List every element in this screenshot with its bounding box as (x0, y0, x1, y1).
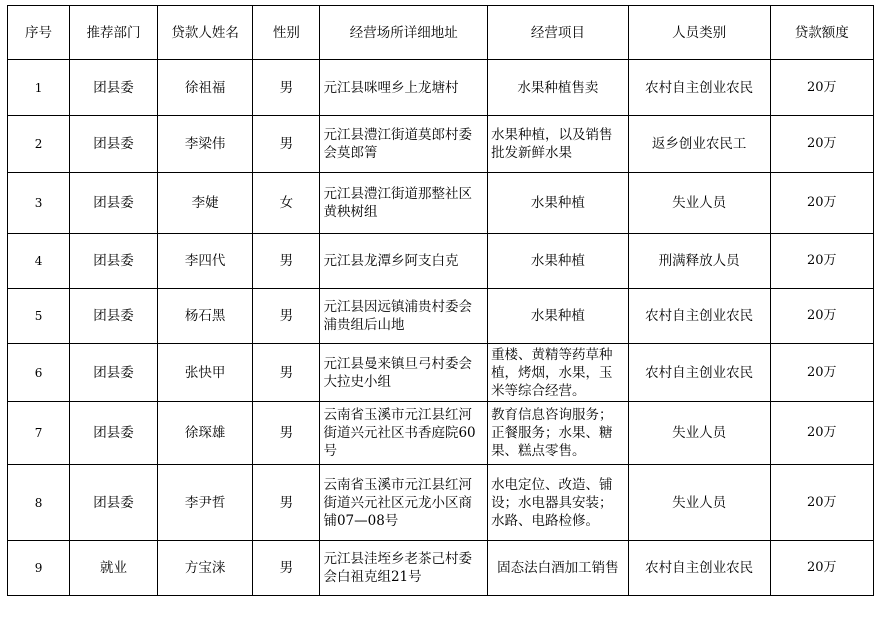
cell-dept: 团县委 (70, 234, 158, 289)
cell-project: 重楼、黄精等药草种植，烤烟，水果，玉米等综合经营。 (488, 344, 629, 402)
cell-name: 李尹哲 (158, 465, 253, 541)
cell-address: 元江县龙潭乡阿支白克 (320, 234, 488, 289)
cell-amount: 20万 (770, 116, 874, 173)
cell-address: 元江县曼来镇旦弓村委会大拉史小组 (320, 344, 488, 402)
cell-project: 固态法白酒加工销售 (488, 541, 629, 596)
cell-dept: 就业 (70, 541, 158, 596)
cell-gender: 男 (253, 234, 320, 289)
cell-amount: 20万 (770, 344, 874, 402)
cell-project: 水电定位、改造、铺设；水电器具安装；水路、电路检修。 (488, 465, 629, 541)
cell-amount: 20万 (770, 541, 874, 596)
cell-address: 元江县咪哩乡上龙塘村 (320, 60, 488, 116)
cell-name: 徐祖福 (158, 60, 253, 116)
cell-amount: 20万 (770, 465, 874, 541)
cell-category: 农村自主创业农民 (628, 60, 770, 116)
cell-name: 李梁伟 (158, 116, 253, 173)
cell-dept: 团县委 (70, 465, 158, 541)
cell-address: 云南省玉溪市元江县红河街道兴元社区书香庭院60号 (320, 402, 488, 465)
header-project: 经营项目 (488, 6, 629, 60)
cell-gender: 男 (253, 465, 320, 541)
table-row (8, 60, 874, 116)
cell-name: 方宝涞 (158, 541, 253, 596)
cell-seq: 5 (8, 289, 70, 344)
table-row (8, 465, 874, 541)
table-row (8, 173, 874, 234)
cell-gender: 男 (253, 402, 320, 465)
cell-seq: 4 (8, 234, 70, 289)
cell-name: 李四代 (158, 234, 253, 289)
cell-seq: 6 (8, 344, 70, 402)
cell-seq: 2 (8, 116, 70, 173)
cell-amount: 20万 (770, 289, 874, 344)
header-address: 经营场所详细地址 (320, 6, 488, 60)
table-row (8, 116, 874, 173)
cell-project: 教育信息咨询服务；正餐服务；水果、糖果、糕点零售。 (488, 402, 629, 465)
header-gender: 性别 (253, 6, 320, 60)
table-row (8, 289, 874, 344)
cell-seq: 7 (8, 402, 70, 465)
header-amount: 贷款额度 (770, 6, 874, 60)
header-row (8, 6, 874, 60)
table-row (8, 402, 874, 465)
cell-category: 返乡创业农民工 (628, 116, 770, 173)
table-row (8, 541, 874, 596)
cell-amount: 20万 (770, 60, 874, 116)
header-seq: 序号 (8, 6, 70, 60)
cell-category: 失业人员 (628, 173, 770, 234)
cell-name: 徐琛雄 (158, 402, 253, 465)
cell-gender: 男 (253, 60, 320, 116)
cell-address: 云南省玉溪市元江县红河街道兴元社区元龙小区商铺07—08号 (320, 465, 488, 541)
cell-gender: 男 (253, 541, 320, 596)
cell-project: 水果种植售卖 (488, 60, 629, 116)
cell-gender: 男 (253, 116, 320, 173)
cell-seq: 9 (8, 541, 70, 596)
cell-project: 水果种植 (488, 289, 629, 344)
header-name: 贷款人姓名 (158, 6, 253, 60)
cell-amount: 20万 (770, 402, 874, 465)
cell-address: 元江县因远镇浦贵村委会浦贵组后山地 (320, 289, 488, 344)
cell-dept: 团县委 (70, 289, 158, 344)
cell-name: 李婕 (158, 173, 253, 234)
cell-category: 刑满释放人员 (628, 234, 770, 289)
header-category: 人员类别 (628, 6, 770, 60)
table-row (8, 234, 874, 289)
cell-category: 失业人员 (628, 402, 770, 465)
cell-category: 失业人员 (628, 465, 770, 541)
cell-gender: 男 (253, 289, 320, 344)
cell-dept: 团县委 (70, 116, 158, 173)
cell-seq: 8 (8, 465, 70, 541)
cell-seq: 1 (8, 60, 70, 116)
cell-project: 水果种植，以及销售批发新鲜水果 (488, 116, 629, 173)
loan-applicant-table (7, 5, 874, 596)
cell-name: 杨石黑 (158, 289, 253, 344)
cell-category: 农村自主创业农民 (628, 344, 770, 402)
table-row (8, 344, 874, 402)
cell-address: 元江县澧江街道那整社区黄秧树组 (320, 173, 488, 234)
cell-project: 水果种植 (488, 234, 629, 289)
cell-dept: 团县委 (70, 173, 158, 234)
cell-project: 水果种植 (488, 173, 629, 234)
cell-gender: 男 (253, 344, 320, 402)
cell-address: 元江县洼垤乡老茶己村委会白祖克组21号 (320, 541, 488, 596)
cell-dept: 团县委 (70, 402, 158, 465)
cell-seq: 3 (8, 173, 70, 234)
header-dept: 推荐部门 (70, 6, 158, 60)
cell-gender: 女 (253, 173, 320, 234)
cell-address: 元江县澧江街道莫郎村委会莫郎箐 (320, 116, 488, 173)
cell-dept: 团县委 (70, 60, 158, 116)
cell-category: 农村自主创业农民 (628, 289, 770, 344)
cell-category: 农村自主创业农民 (628, 541, 770, 596)
cell-dept: 团县委 (70, 344, 158, 402)
cell-amount: 20万 (770, 173, 874, 234)
cell-name: 张快甲 (158, 344, 253, 402)
cell-amount: 20万 (770, 234, 874, 289)
